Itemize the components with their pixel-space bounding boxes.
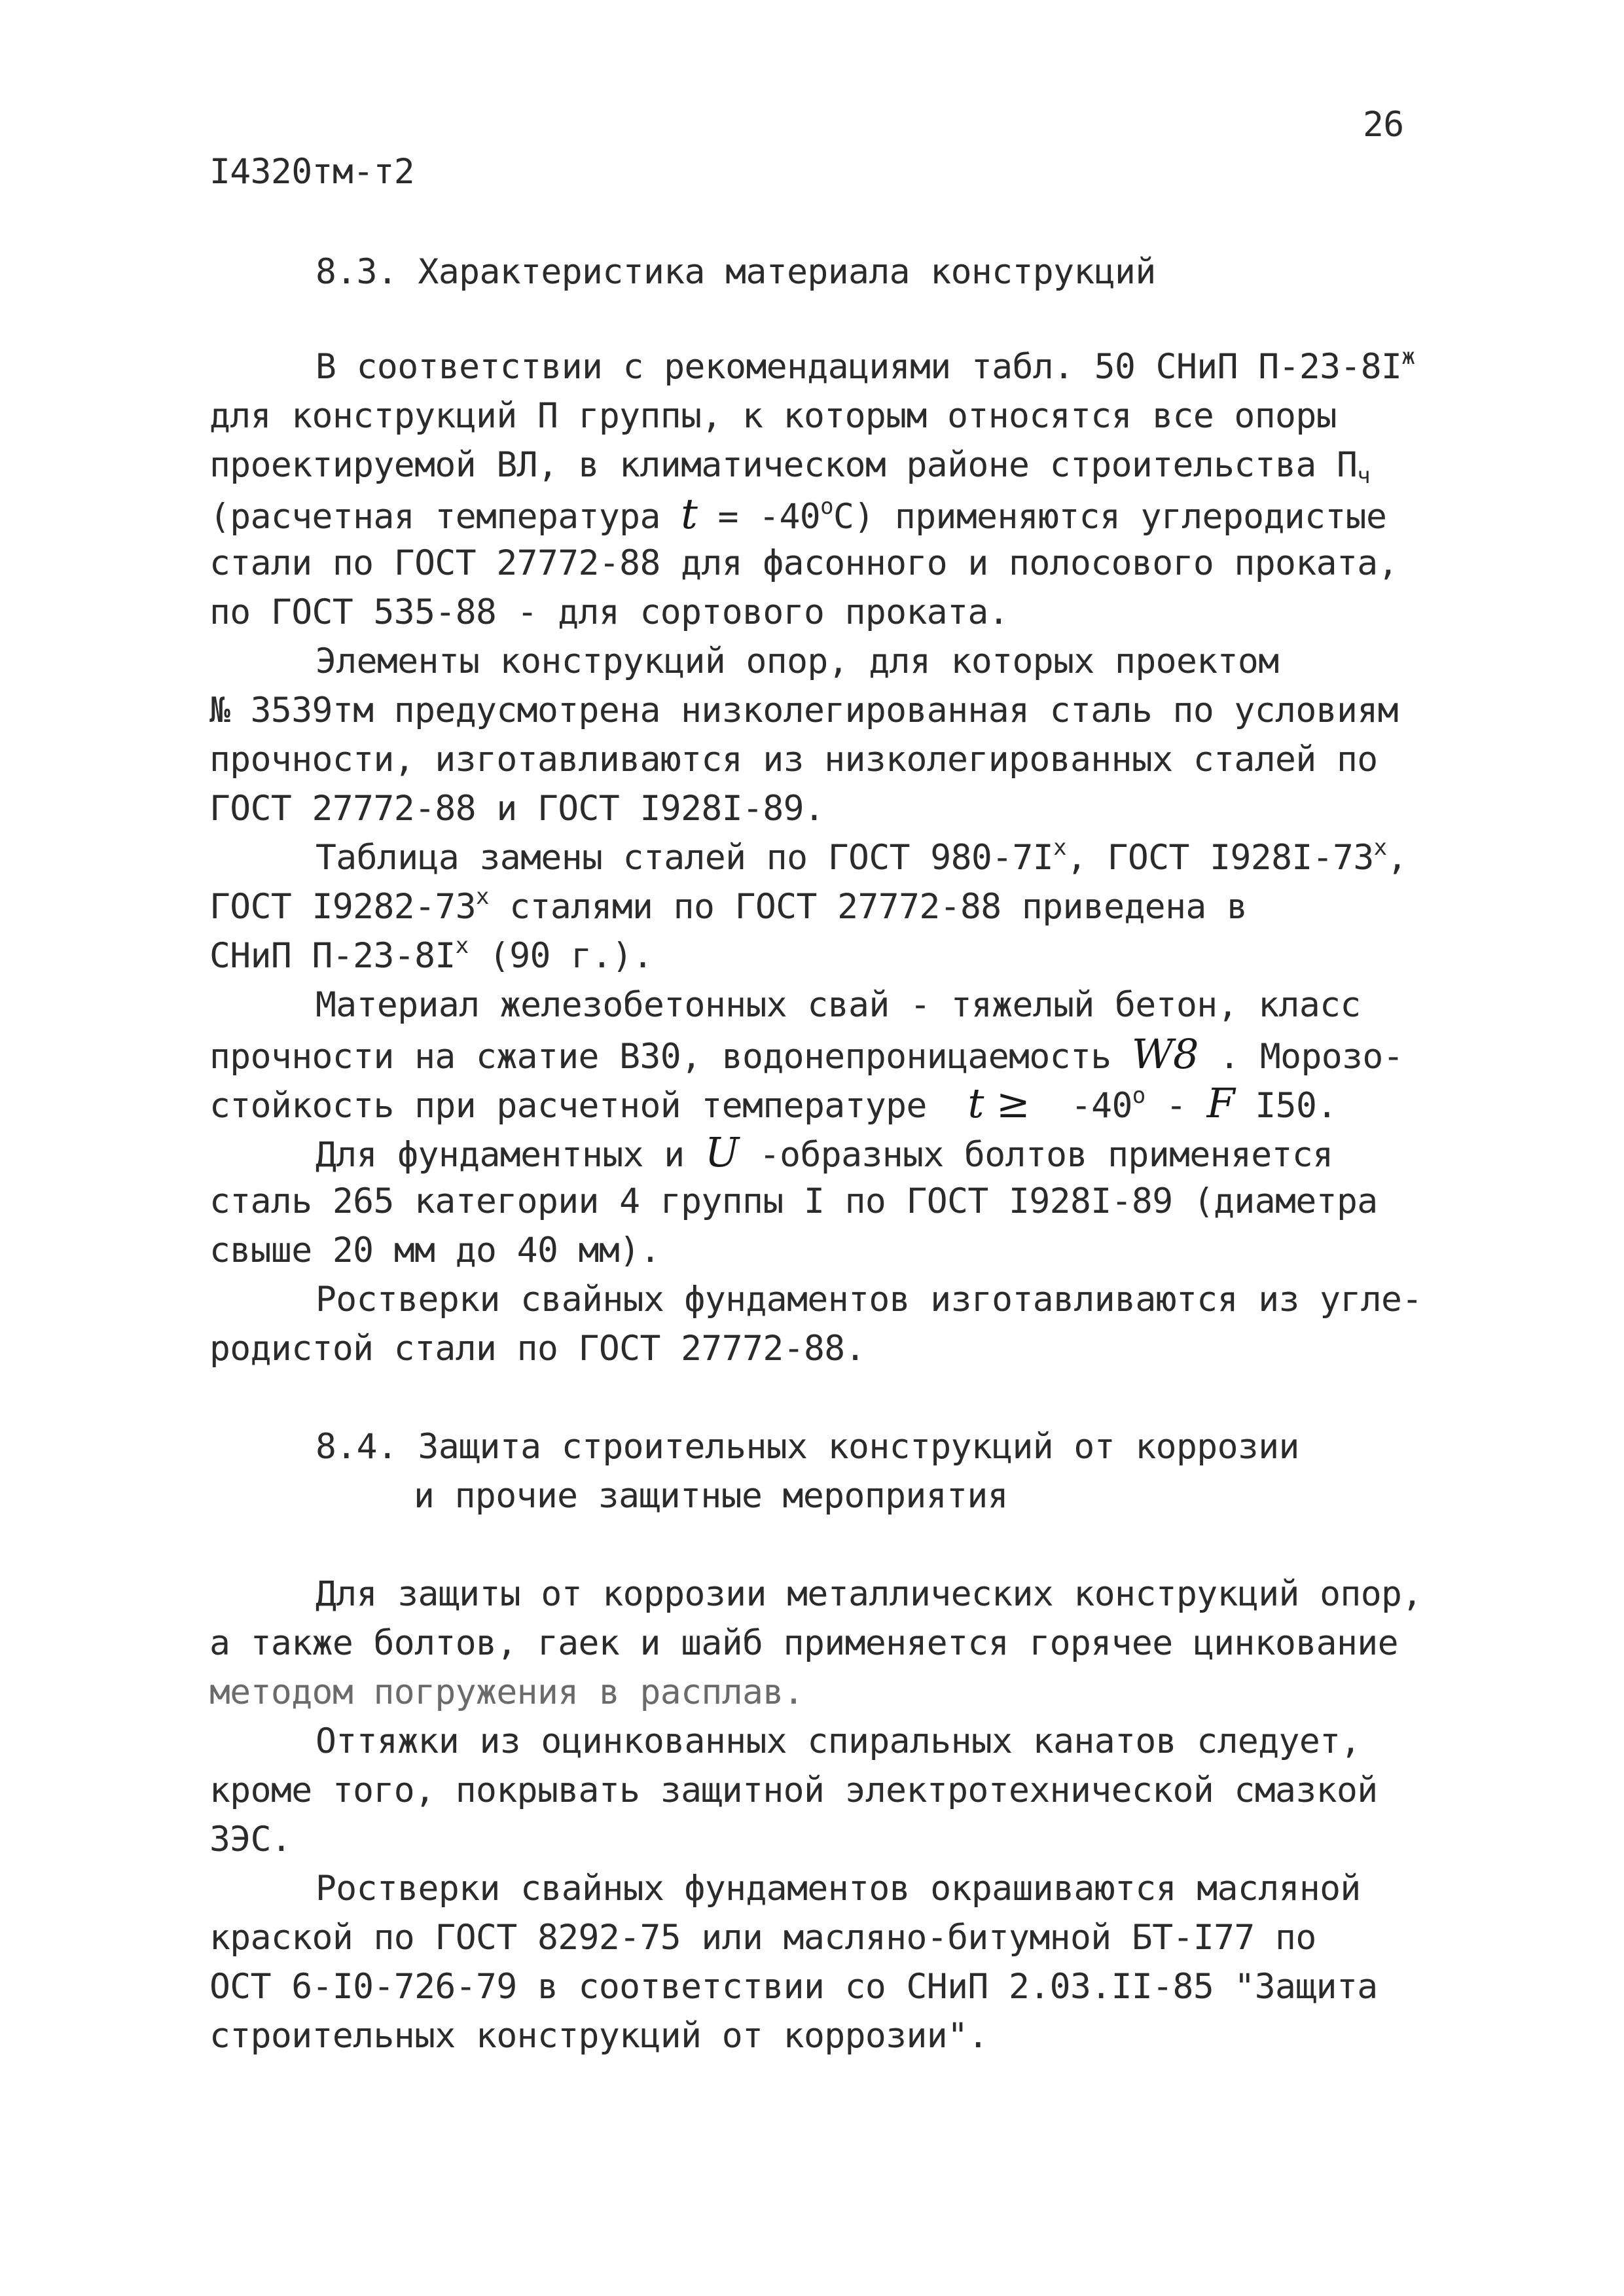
text-line: ЗЭС. — [209, 1820, 292, 1859]
superscript: о — [1132, 1083, 1146, 1109]
text-line: для конструкций П группы, к которым относятся все опоры — [209, 396, 1337, 436]
text-span: С) применяются углеродистые — [833, 497, 1387, 537]
text-line — [209, 884, 1248, 927]
text-span: проектируемой ВЛ, в климатическом районе строительства П — [209, 445, 1358, 485]
text-span: (расчетная температура — [209, 497, 660, 537]
text-line: Для защиты от коррозии металлических конструкций опор, — [316, 1574, 1422, 1614]
text-line: а также болтов, гаек и шайб применяется горячее цинкование — [209, 1623, 1398, 1663]
handwritten-symbol: W8 — [1131, 1030, 1199, 1078]
text-line — [209, 490, 1387, 539]
text-line: Материал железобетонных свай - тяжелый бетон, класс — [316, 985, 1361, 1025]
text-line: стали по ГОСТ 27772-88 для фасонного и полосового проката, — [209, 543, 1398, 583]
section-title-8-4: 8.4. Защита строительных конструкций от коррозии — [316, 1427, 1299, 1467]
text-line: прочности, изготавливаются из низколегированных сталей по — [209, 740, 1378, 780]
handwritten-symbol: U — [704, 1128, 739, 1176]
text-line — [209, 933, 653, 977]
text-line — [209, 1079, 1337, 1127]
text-line: методом погружения в расплав. — [209, 1672, 804, 1712]
text-span: -образных болтов применяется — [759, 1135, 1333, 1175]
text-span: стойкость при расчетной температуре — [209, 1086, 927, 1126]
text-span: СНиП П-23-8I — [209, 936, 456, 976]
text-span: , ГОСТ I928I-73 — [1066, 838, 1374, 878]
handwritten-symbol: t ≥ — [967, 1079, 1030, 1127]
superscript: х — [476, 884, 489, 910]
text-line — [316, 1128, 1333, 1176]
section-title-8-3: 8.3. Характеристика материала конструкций — [316, 252, 1156, 292]
text-span: прочности на сжатие В30, водонепроницаемость — [209, 1037, 1111, 1077]
text-line — [209, 1030, 1403, 1078]
text-line: Ростверки свайных фундаментов изготавливаются из угле- — [316, 1280, 1422, 1319]
text-span: , — [1386, 838, 1407, 878]
text-span: ГОСТ I9282-73 — [209, 887, 477, 927]
text-line: Элементы конструкций опор, для которых проектом — [316, 641, 1279, 681]
handwritten-symbol: F — [1206, 1079, 1235, 1127]
text-line: ОСТ 6-I0-726-79 в соответствии со СНиП 2.03.II-85 "Защита — [209, 1967, 1378, 2007]
superscript: х — [1053, 834, 1066, 861]
text-line: строительных конструкций от коррозии". — [209, 2016, 988, 2056]
superscript: о — [820, 493, 833, 520]
text-span: -40 — [1070, 1086, 1132, 1126]
text-line: кроме того, покрывать защитной электротехнической смазкой — [209, 1770, 1378, 1810]
text-span: (90 г.). — [468, 936, 653, 976]
text-line: № 3539тм предусмотрена низколегированная сталь по условиям — [209, 691, 1398, 730]
text-span: = -40 — [717, 497, 821, 537]
superscript: х — [1373, 834, 1387, 861]
text-span: сталями по ГОСТ 27772-88 приведена в — [488, 887, 1248, 927]
section-title-8-4-line2: и прочие защитные мероприятия — [414, 1476, 1008, 1516]
subscript: ч — [1357, 463, 1371, 489]
text-span: Таблица замены сталей по ГОСТ 980-7I — [316, 838, 1054, 878]
superscript: х — [455, 933, 469, 959]
page-number: 26 — [1363, 105, 1404, 145]
text-line: Оттяжки из оцинкованных спиральных канатов следует, — [316, 1721, 1361, 1761]
text-span: - — [1145, 1086, 1187, 1126]
superscript: ж — [1401, 344, 1415, 370]
text-line: краской по ГОСТ 8292-75 или масляно-битумной БТ-I77 по — [209, 1918, 1316, 1958]
text-line: сталь 265 категории 4 группы I по ГОСТ I928I-89 (диаметра — [209, 1181, 1378, 1221]
handwritten-symbol: t — [681, 490, 698, 539]
text-span: . Морозо- — [1219, 1037, 1403, 1077]
text-line: ГОСТ 27772-88 и ГОСТ I928I-89. — [209, 789, 825, 829]
text-line: по ГОСТ 535-88 - для сортового проката. — [209, 592, 1009, 632]
text-line — [316, 344, 1415, 387]
text-line — [316, 834, 1407, 878]
text-span: Для фундаментных и — [316, 1135, 685, 1175]
text-line: свыше 20 мм до 40 мм). — [209, 1230, 660, 1270]
document-code: I4320тм-т2 — [209, 152, 415, 192]
text-line: Ростверки свайных фундаментов окрашиваются масляной — [316, 1869, 1361, 1909]
text-line — [209, 445, 1371, 489]
text-span: В соответствии с рекомендациями табл. 50 СНиП П-23-8I — [316, 347, 1402, 387]
text-line: родистой стали по ГОСТ 27772-88. — [209, 1329, 865, 1369]
text-span: I50. — [1255, 1086, 1337, 1126]
